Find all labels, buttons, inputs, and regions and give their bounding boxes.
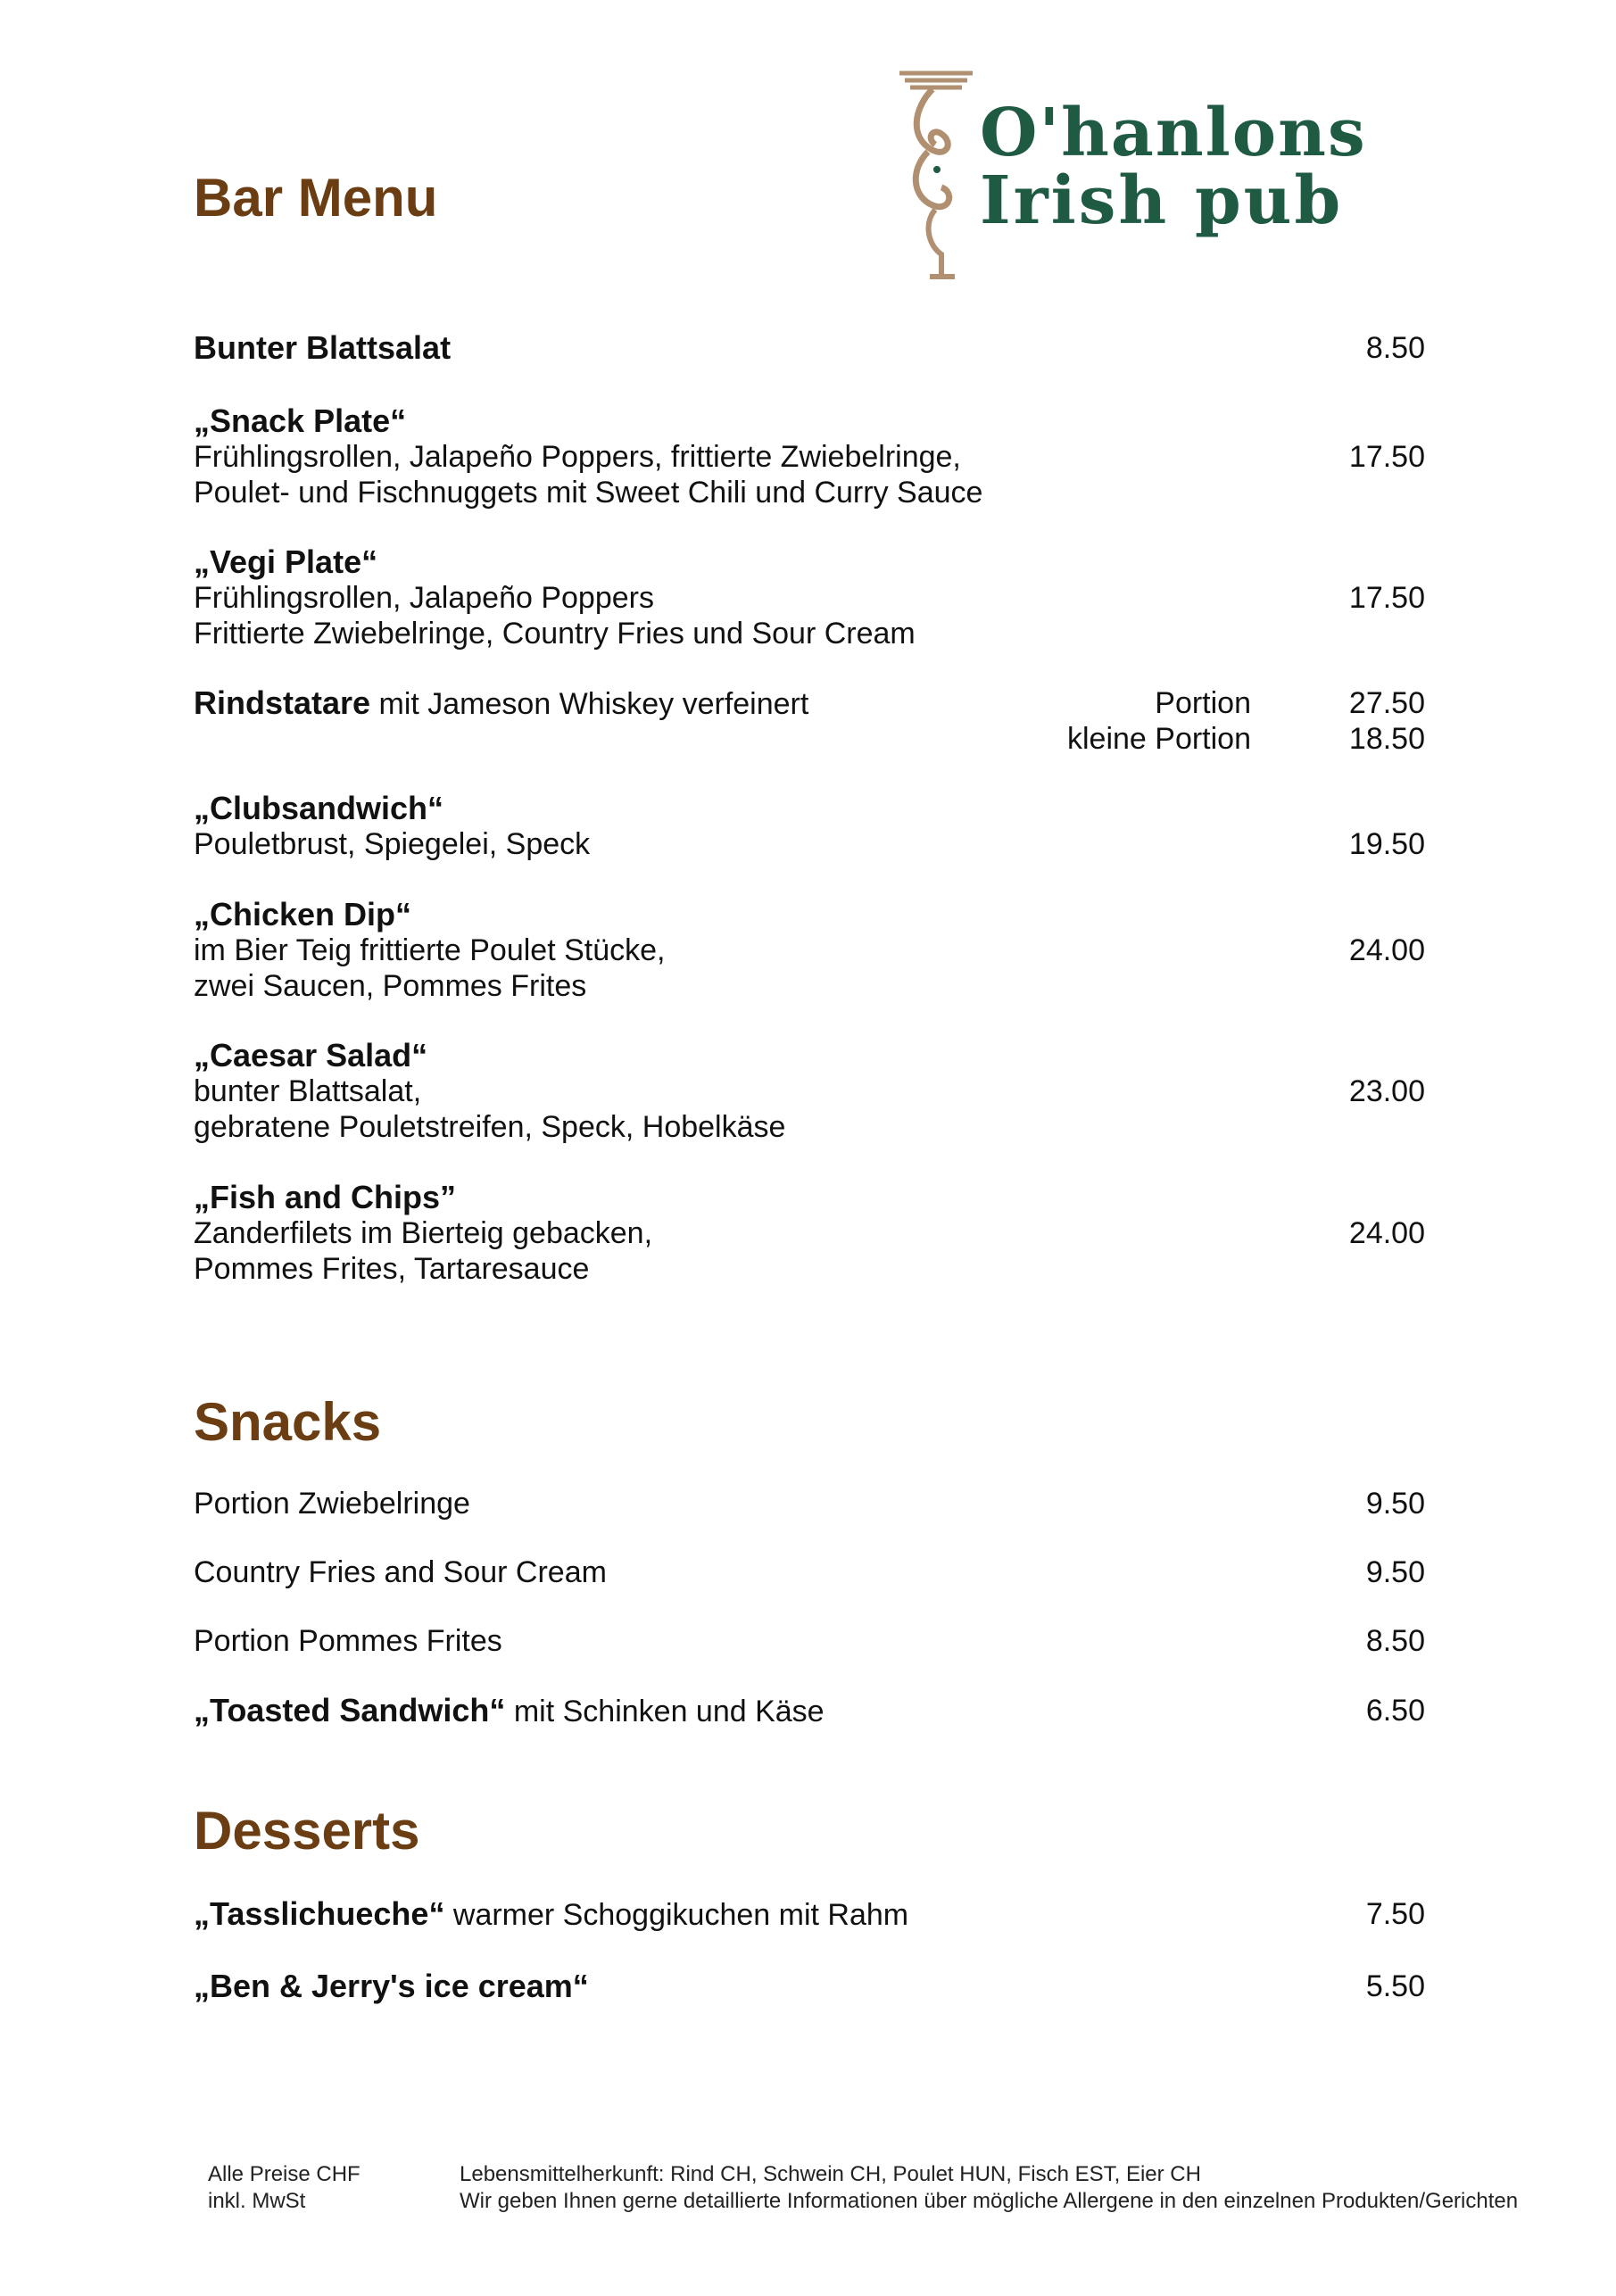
logo-line-2: Irish pub [980,162,1344,239]
logo-ornament-icon [892,62,990,286]
item-description: Frühlingsrollen, Jalapeño Poppers, frittierte Zwiebelringe, [194,440,961,474]
snack-item-pommes-frites [194,1623,1425,1659]
item-description: Zanderfilets im Bierteig gebacken, [194,1216,653,1250]
menu-item-fish-and-chips [194,1180,1425,1287]
dessert-item-tasslichueche [194,1896,1425,1932]
item-name: Portion Pommes Frites [194,1624,502,1658]
item-description: gebratene Pouletstreifen, Speck, Hobelkäse [194,1110,786,1144]
snack-item-country-fries [194,1554,1425,1590]
item-price: 24.00 [1348,1216,1425,1250]
item-description: warmer Schoggikuchen mit Rahm [444,1898,909,1932]
footer-currency: Alle Preise CHF [208,2162,360,2186]
item-description: Pommes Frites, Tartaresauce [194,1252,590,1286]
item-price: 23.00 [1348,1074,1425,1108]
portion-label: Portion [1155,686,1251,720]
item-description: bunter Blattsalat, [194,1074,422,1108]
dessert-item-ben-jerrys [194,1969,1425,2004]
section-title-snacks: Snacks [194,1392,382,1452]
item-price: 7.50 [1365,1897,1425,1931]
pub-logo [892,62,1446,286]
footer-origin-note [460,2161,1518,2215]
item-price: 19.50 [1348,827,1425,861]
snack-item-toasted-sandwich [194,1693,1425,1728]
item-name: „Vegi Plate“ [194,543,378,580]
menu-item-bunter-blattsalat [194,330,1425,366]
menu-item-snack-plate [194,403,1425,510]
item-description: Frittierte Zwiebelringe, Country Fries und Sour Cream [194,617,916,651]
item-description: Poulet- und Fischnuggets mit Sweet Chili und Curry Sauce [194,476,983,510]
menu-item-caesar-salad [194,1038,1425,1145]
item-description: Pouletbrust, Spiegelei, Speck [194,827,591,861]
menu-item-clubsandwich [194,791,1425,862]
item-price: 6.50 [1365,1694,1425,1728]
item-name: „Ben & Jerry's ice cream“ [194,1968,589,2004]
item-name: „Chicken Dip“ [194,896,412,932]
item-name: „Caesar Salad“ [194,1037,428,1073]
item-price: 17.50 [1348,581,1425,615]
item-name: „Snack Plate“ [194,402,407,439]
section-title-desserts: Desserts [194,1801,420,1861]
item-price: 9.50 [1365,1487,1425,1521]
item-name: Bunter Blattsalat [194,329,452,366]
menu-item-rindstatare [194,685,1425,757]
item-name: „Fish and Chips” [194,1179,457,1215]
item-description: zwei Saucen, Pommes Frites [194,969,587,1003]
footer-allergens: Wir geben Ihnen gerne detaillierte Informationen über mögliche Allergene in den einzelnen Produkten/Gerichten [460,2189,1519,2213]
item-name: Country Fries and Sour Cream [194,1555,607,1589]
item-name: „Tasslichueche“ [194,1895,445,1932]
logo-line-1: O'hanlons [980,95,1367,171]
item-price: 9.50 [1365,1555,1425,1589]
item-name: Rindstatare [194,684,371,721]
item-description: mit Jameson Whiskey verfeinert [370,687,809,721]
item-description: im Bier Teig frittierte Poulet Stücke, [194,933,666,967]
snack-item-zwiebelringe [194,1486,1425,1521]
item-price: 8.50 [1365,1624,1425,1658]
section-title-bar-menu: Bar Menu [194,168,438,228]
menu-item-chicken-dip [194,897,1425,1004]
item-name: „Clubsandwich“ [194,790,444,826]
item-price: 27.50 [1348,686,1425,720]
footer-vat: inkl. MwSt [208,2189,306,2213]
item-price: 24.00 [1348,933,1425,967]
item-price-small: 18.50 [1348,722,1425,756]
footer-price-note [208,2161,360,2215]
item-price: 8.50 [1365,331,1425,365]
footer-origin: Lebensmittelherkunft: Rind CH, Schwein CH, Poulet HUN, Fisch EST, Eier CH [460,2162,1201,2186]
item-name: Portion Zwiebelringe [194,1487,470,1521]
item-description: mit Schinken und Käse [505,1695,825,1728]
small-portion-label: kleine Portion [1066,722,1251,756]
item-name: „Toasted Sandwich“ [194,1692,506,1728]
item-price: 5.50 [1365,1969,1425,2003]
item-description: Frühlingsrollen, Jalapeño Poppers [194,581,654,615]
menu-item-vegi-plate [194,544,1425,651]
item-price: 17.50 [1348,440,1425,474]
